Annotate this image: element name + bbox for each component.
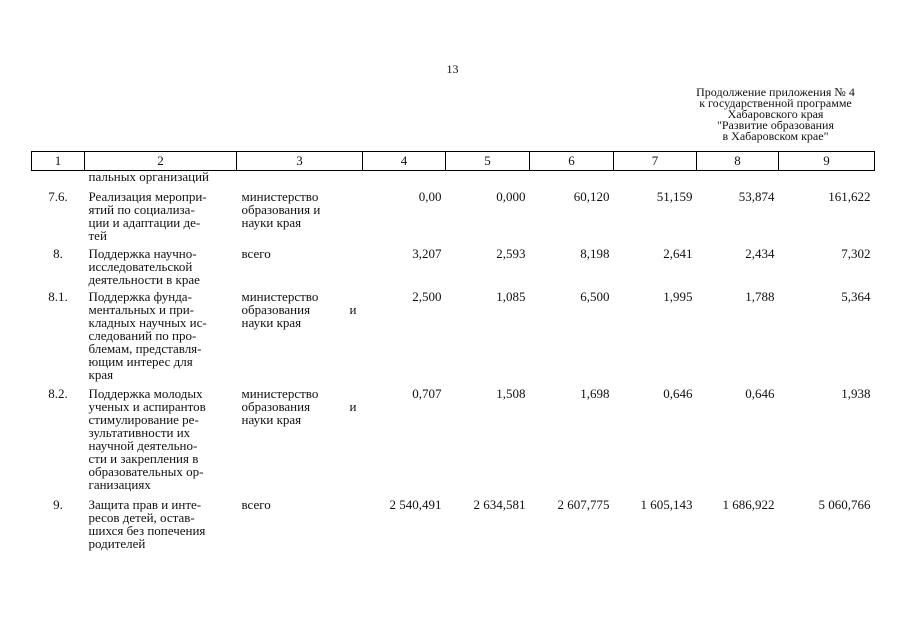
appendix-note-line: Продолжение приложения № 4 [696,85,855,99]
row-value: 3,207 [412,245,442,261]
row-value: 1,508 [496,385,526,401]
row-value: 2 540,491 [389,496,442,512]
row-executor: министерство образования науки края и [241,288,357,330]
row-executor: министерство образования науки края и [241,385,357,427]
table-row [32,287,875,383]
appendix-note-line: Хабаровского края [727,107,824,121]
continuation-text: пальных организаций [88,169,209,184]
column-header: 3 [237,152,363,171]
row-value: 1,995 [663,288,693,304]
row-name: Реализация меропри- ятий по социализа- ции и адаптации де- тей [88,188,207,243]
executor-and: и [349,398,357,414]
table-row [32,383,875,492]
row-value: 2,593 [496,245,526,261]
row-value: 1 686,922 [722,496,775,512]
row-value: 5 060,766 [818,496,871,512]
header-row [32,152,875,171]
row-value: 0,707 [412,385,442,401]
row-value: 8,198 [580,245,610,261]
column-header: 6 [530,152,614,171]
row-number: 8.1. [48,288,68,304]
row-value: 51,159 [656,188,693,204]
column-header: 5 [446,152,530,171]
row-value: 60,120 [573,188,610,204]
appendix-note-line: "Развитие образования [716,118,835,132]
row-number: 7.6. [48,188,68,204]
table-row [32,183,875,243]
column-header: 1 [32,152,85,171]
table-row [32,243,875,287]
row-value: 161,622 [828,188,871,204]
row-value: 6,500 [580,288,610,304]
row-number: 8.2. [48,385,68,401]
row-value: 1 605,143 [640,496,693,512]
row-value: 53,874 [738,188,775,204]
row-value: 7,302 [841,245,871,261]
row-name: Защита прав и инте- ресов детей, остав- шихся без попечения родителей [88,496,206,551]
row-name: Поддержка фунда- ментальных и при- кладных научных ис- следований по про- блемам, представля- ющим интерес для края [88,288,207,382]
row-value: 1,698 [580,385,610,401]
row-executor: министерство образования и науки края [241,188,321,230]
appendix-note [668,87,883,142]
row-value: 1,085 [496,288,526,304]
executor-and: и [349,301,357,317]
column-header: 4 [363,152,446,171]
row-name: Поддержка молодых ученых и аспирантов стимулирование ре- зультативности их научной деятельно- сти и закрепления в образовательных ор- ганизациях [88,385,206,492]
column-header: 7 [614,152,697,171]
row-value: 2,500 [412,288,442,304]
row-value: 5,364 [841,288,871,304]
appendix-note-line: в Хабаровском крае" [722,129,829,143]
row-executor: всего [241,496,271,512]
row-value: 0,646 [663,385,693,401]
continuation-row [32,171,875,183]
row-value: 2 634,581 [473,496,526,512]
row-number: 9. [53,496,63,512]
row-value: 0,000 [496,188,526,204]
row-value: 2,641 [663,245,693,261]
appendix-note-line: к государственной программе [699,96,852,110]
row-executor: всего [241,245,271,261]
column-header: 9 [779,152,875,171]
row-value: 0,646 [745,385,775,401]
row-value: 2 607,775 [557,496,610,512]
row-value: 0,00 [418,188,442,204]
row-value: 2,434 [745,245,775,261]
table-row [32,492,875,550]
column-header: 2 [85,152,237,171]
row-number: 8. [53,245,63,261]
row-value: 1,938 [841,385,871,401]
page-number: 13 [446,62,459,76]
row-name: Поддержка научно- исследовательской деятельности в крае [88,245,200,287]
row-value: 1,788 [745,288,775,304]
program-table [31,151,875,550]
column-header: 8 [697,152,779,171]
